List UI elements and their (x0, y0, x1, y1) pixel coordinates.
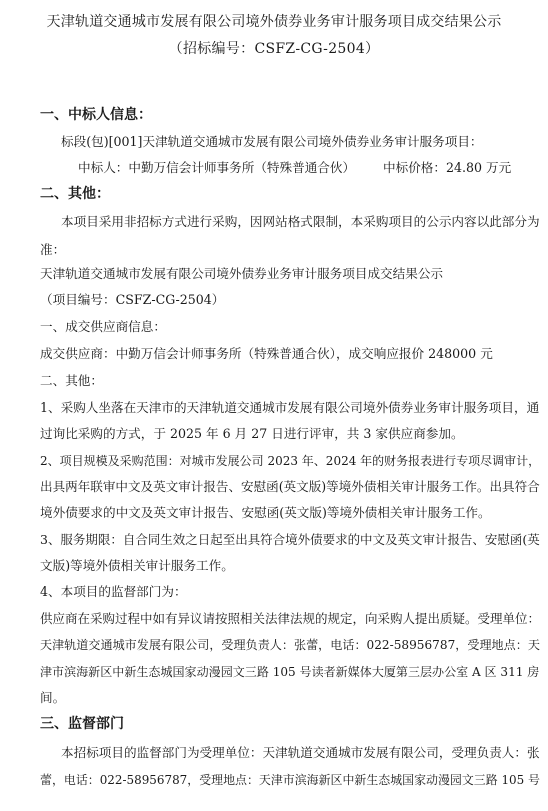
item-4-line-5: 间。 (40, 690, 66, 705)
item-3-line-1: 3、服务期限：自合同生效之日起至出具符合境外债要求的中文及英文审计报告、安慰函(英 (40, 532, 540, 547)
other-para-line-1: 本项目采用非招标方式进行采购，因网站格式限制，本采购项目的公示内容以此部分为 (61, 214, 540, 229)
item-2-line-2: 出具两年联审中文及英文审计报告、安慰函(英文版)等境外债相关审计服务工作。出具符合 (40, 479, 540, 494)
lot-line: 标段(包)[001]天津轨道交通城市发展有限公司境外债券业务审计服务项目： (61, 134, 483, 149)
item-4-line-3: 天津轨道交通城市发展有限公司，受理负责人：张蕾，电话：022-58956787，受理地点：天 (40, 638, 540, 652)
inner-supplier-line: 成交供应商：中勤万信会计师事务所（特殊普通合伙），成交响应报价 248000 元 (40, 346, 493, 361)
item-2-line-1: 2、项目规模及采购范围：对城市发展公司 2023 年、2024 年的财务报表进行专项尽调审计， (40, 454, 541, 468)
item-1-line-1: 1、采购人坐落在天津市的天津轨道交通城市发展有限公司境外债券业务审计服务项目，通 (40, 400, 540, 415)
inner-project-number: （项目编号：CSFZ-CG-2504） (40, 292, 225, 307)
item-4-line-1: 4、本项目的监督部门为： (40, 584, 187, 599)
price-line: 中标价格：24.80 万元 (383, 160, 512, 175)
section-3-heading: 三、监督部门 (40, 716, 124, 732)
item-4-line-2: 供应商在采购过程中如有异议请按照相关法律法规的规定，向采购人提出质疑。受理单位： (40, 611, 541, 626)
item-2-line-3: 境外债要求的中文及英文审计报告、安慰函(英文版)等境外债相关审计服务工作。 (40, 505, 491, 520)
item-1-line-2: 过询比采购的方式，于 2025 年 6 月 27 日进行评审，共 3 家供应商参加。 (40, 426, 464, 441)
inner-title: 天津轨道交通城市发展有限公司境外债券业务审计服务项目成交结果公示 (40, 266, 443, 281)
winner-line: 中标人：中勤万信会计师事务所（特殊普通合伙） (78, 160, 356, 175)
inner-section-1: 一、成交供应商信息： (40, 319, 166, 334)
document-title: 天津轨道交通城市发展有限公司境外债券业务审计服务项目成交结果公示 (46, 14, 502, 30)
item-3-line-2: 文版)等境外债相关审计服务工作。 (40, 558, 234, 573)
supervision-line-1: 本招标项目的监督部门为受理单位：天津轨道交通城市发展有限公司，受理负责人：张 (61, 745, 540, 760)
supervision-line-2: 蕾，电话：022-58956787，受理地点：天津市滨海新区中新生态城国家动漫园文三路 105 号 (40, 773, 540, 787)
section-2-heading: 二、其他： (40, 186, 110, 202)
section-1-heading: 一、中标人信息： (40, 107, 152, 123)
inner-section-2: 二、其他： (40, 373, 103, 388)
document-subtitle: （招标编号：CSFZ-CG-2504） (168, 41, 380, 57)
other-para-line-2: 准： (40, 242, 66, 257)
item-4-line-4: 津市滨海新区中新生态城国家动漫园文三路 105 号读者新媒体大厦第三层办公室 A 区 311 房 (40, 665, 540, 679)
